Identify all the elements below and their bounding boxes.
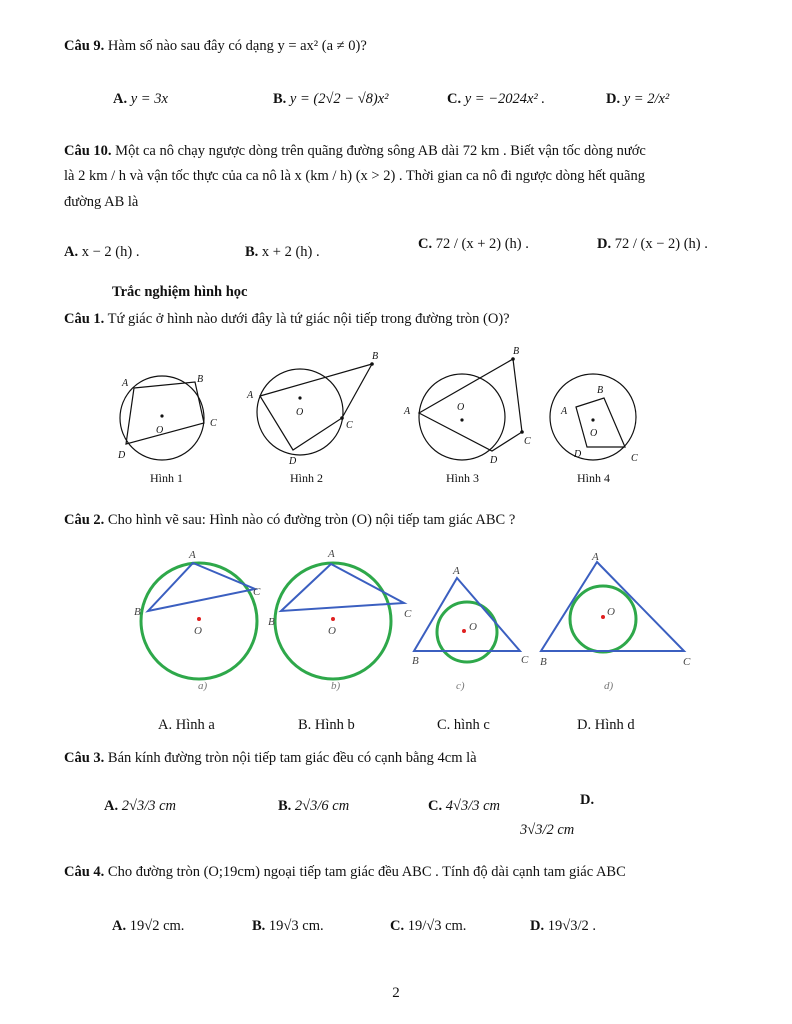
svg-text:O: O — [469, 621, 477, 633]
q10-label: Câu 10. — [64, 143, 112, 159]
q10-option-a[interactable]: A. x − 2 (h) . — [64, 244, 140, 260]
fig-a-caption: a) — [198, 680, 208, 692]
g1-figures — [100, 340, 660, 490]
svg-text:O: O — [328, 625, 336, 637]
h4-quad — [576, 398, 625, 447]
svg-text:O: O — [156, 425, 164, 436]
g1-question — [64, 311, 510, 328]
h3-caption: Hình 3 — [446, 471, 479, 485]
svg-text:C: C — [253, 586, 261, 598]
q9-option-c[interactable]: C. y = −2024x² . — [447, 91, 546, 107]
g4-option-d[interactable]: D. 19√3/2 . — [530, 918, 596, 934]
g3-question — [64, 750, 477, 767]
q9-question — [64, 38, 367, 55]
svg-text:A: A — [404, 406, 411, 417]
q10-line3: đường AB là — [64, 194, 139, 210]
svg-text:C: C — [210, 418, 217, 429]
q9-label: Câu 9. — [64, 38, 105, 54]
h3-quad — [419, 359, 522, 451]
svg-text:B: B — [372, 351, 379, 362]
svg-text:A: A — [247, 390, 254, 401]
h2-quad — [260, 364, 372, 450]
h1-quad — [126, 382, 204, 444]
g3-label: Câu 3. — [64, 750, 105, 766]
h1-caption: Hình 1 — [150, 471, 183, 485]
fig-b-caption: b) — [331, 680, 341, 692]
q9-option-d[interactable]: D. y = 2/x² — [606, 91, 670, 107]
fig-b-triangle — [281, 564, 404, 611]
svg-text:B: B — [412, 655, 419, 667]
q10-line1: Một ca nô chạy ngược dòng trên quãng đường sông AB dài 72 km . Biết vận tốc dòng nước — [115, 143, 646, 159]
q9-option-b[interactable]: B. y = (2√2 − √8)x² — [273, 91, 389, 107]
g3-text: Bán kính đường tròn nội tiếp tam giác đều có cạnh bằng 4cm là — [107, 750, 477, 766]
svg-text:C: C — [631, 453, 638, 464]
svg-text:C: C — [404, 608, 412, 620]
g4-label: Câu 4. — [64, 864, 105, 880]
g4-option-a[interactable]: A. 19√2 cm. — [112, 918, 185, 934]
g3-option-b[interactable]: B. 2√3/6 cm — [278, 798, 350, 814]
svg-text:C: C — [683, 656, 691, 668]
g1-text: Tứ giác ở hình nào dưới đây là tứ giác nội tiếp trong đường tròn (O)? — [107, 311, 510, 327]
q10-option-d[interactable]: D. 72 / (x − 2) (h) . — [597, 236, 708, 252]
g3-option-a[interactable]: A. 2√3/3 cm — [104, 798, 177, 814]
q9-text: Hàm số nào sau đây có dạng y = ax² (a ≠ 0)? — [107, 38, 367, 54]
g1-label: Câu 1. — [64, 311, 105, 327]
q10-question — [64, 143, 646, 160]
svg-text:B: B — [597, 385, 604, 396]
fig-c-caption: c) — [456, 680, 465, 692]
h4-caption: Hình 4 — [577, 471, 610, 485]
q10-option-c[interactable]: C. 72 / (x + 2) (h) . — [418, 236, 529, 252]
svg-text:O: O — [457, 402, 465, 413]
svg-text:B: B — [134, 606, 141, 618]
fig-d-caption: d) — [604, 680, 614, 692]
svg-text:B: B — [268, 616, 275, 628]
svg-text:A: A — [453, 565, 460, 577]
g2-option-a[interactable]: A. Hình a — [158, 717, 215, 733]
svg-text:O: O — [296, 407, 304, 418]
g4-text: Cho đường tròn (O;19cm) ngoại tiếp tam giác đều ABC . Tính độ dài cạnh tam giác ABC — [107, 864, 626, 880]
svg-text:A: A — [328, 548, 335, 560]
q10-option-b[interactable]: B. x + 2 (h) . — [245, 244, 320, 260]
g2-question — [64, 512, 515, 529]
h1-circle — [120, 376, 204, 460]
fig-c-triangle — [414, 578, 520, 651]
svg-text:O: O — [194, 625, 202, 637]
fig-a-triangle — [148, 563, 255, 611]
q9-option-a[interactable]: A. y = 3x — [113, 91, 168, 107]
g4-question — [64, 864, 626, 881]
svg-text:D: D — [118, 450, 126, 461]
g2-option-b[interactable]: B. Hình b — [298, 717, 355, 733]
svg-text:B: B — [197, 374, 204, 385]
svg-text:A: A — [122, 378, 129, 389]
svg-text:O: O — [590, 428, 598, 439]
svg-text:D: D — [574, 449, 582, 460]
svg-text:D: D — [289, 456, 297, 467]
svg-text:A: A — [592, 551, 599, 563]
svg-text:A: A — [561, 406, 568, 417]
page-number: 2 — [392, 985, 400, 1001]
g3-option-d[interactable]: D. — [580, 792, 595, 808]
svg-text:A: A — [189, 549, 196, 561]
g3-option-d-value: 3√3/2 cm — [520, 822, 575, 838]
svg-text:B: B — [513, 346, 520, 357]
g2-figures — [126, 545, 696, 695]
h3-circle — [419, 374, 505, 460]
section-title: Trắc nghiệm hình học — [112, 284, 248, 300]
svg-text:C: C — [524, 436, 531, 447]
g2-option-d[interactable]: D. Hình d — [577, 717, 635, 733]
h2-caption: Hình 2 — [290, 471, 323, 485]
svg-text:C: C — [346, 420, 353, 431]
g3-option-c[interactable]: C. 4√3/3 cm — [428, 798, 501, 814]
fig-c-circle — [437, 602, 497, 662]
svg-text:C: C — [521, 654, 529, 666]
g2-option-c[interactable]: C. hình c — [437, 717, 490, 733]
g4-option-b[interactable]: B. 19√3 cm. — [252, 918, 324, 934]
g2-text: Cho hình vẽ sau: Hình nào có đường tròn (O) nội tiếp tam giác ABC ? — [107, 512, 516, 528]
svg-text:D: D — [490, 455, 498, 466]
svg-text:B: B — [540, 656, 547, 668]
svg-text:O: O — [607, 606, 615, 618]
q10-line2: là 2 km / h và vận tốc thực của ca nô là x (km / h) (x > 2) . Thời gian ca nô đi ngược dòng hết quãng — [64, 168, 645, 184]
g4-option-c[interactable]: C. 19/√3 cm. — [390, 918, 467, 934]
g2-label: Câu 2. — [64, 512, 105, 528]
